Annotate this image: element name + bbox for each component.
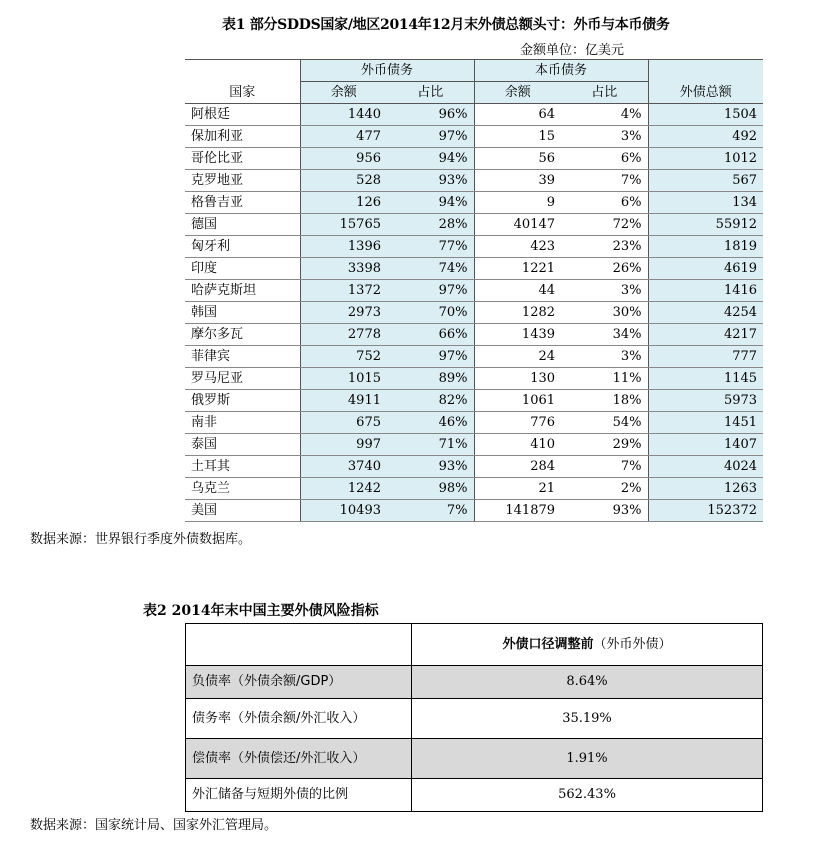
cell-local-balance: 423	[474, 236, 561, 258]
cell-local-share: 6%	[561, 148, 648, 170]
cell-local-share: 6%	[561, 192, 648, 214]
cell-local-share: 4%	[561, 104, 648, 126]
cell-foreign-share: 97%	[387, 126, 474, 148]
table-row	[185, 434, 763, 456]
cell-foreign-balance: 15765	[300, 214, 387, 236]
cell-local-balance: 21	[474, 478, 561, 500]
table-row	[185, 456, 763, 478]
header-total-debt: 外债总额	[648, 60, 763, 104]
table-row	[185, 192, 763, 214]
cell-local-share: 30%	[561, 302, 648, 324]
header-local-share: 占比	[561, 82, 648, 104]
cell-foreign-balance: 4911	[300, 390, 387, 412]
cell-total-debt: 777	[648, 346, 763, 368]
table-row	[185, 214, 763, 236]
indicator-label: 负债率（外债余额/GDP）	[186, 666, 412, 699]
table2-title: 表2 2014年末中国主要外债风险指标	[143, 603, 379, 619]
cell-country: 菲律宾	[185, 346, 300, 368]
cell-country: 克罗地亚	[185, 170, 300, 192]
table1-source-note: 数据来源：世界银行季度外债数据库。	[30, 532, 252, 547]
indicator-label: 债务率（外债余额/外汇收入）	[186, 699, 412, 739]
cell-local-share: 29%	[561, 434, 648, 456]
cell-country: 匈牙利	[185, 236, 300, 258]
table2-header-blank	[186, 624, 412, 666]
cell-local-balance: 64	[474, 104, 561, 126]
cell-local-share: 54%	[561, 412, 648, 434]
cell-local-balance: 130	[474, 368, 561, 390]
cell-country: 德国	[185, 214, 300, 236]
cell-local-share: 3%	[561, 346, 648, 368]
cell-local-share: 26%	[561, 258, 648, 280]
external-debt-table	[185, 59, 763, 522]
table-row	[186, 739, 763, 779]
table-row	[185, 346, 763, 368]
cell-local-balance: 44	[474, 280, 561, 302]
cell-foreign-share: 71%	[387, 434, 474, 456]
risk-indicator-table	[185, 623, 763, 812]
cell-country: 乌克兰	[185, 478, 300, 500]
cell-foreign-balance: 528	[300, 170, 387, 192]
cell-foreign-share: 74%	[387, 258, 474, 280]
header-country: 国家	[185, 60, 300, 104]
cell-foreign-share: 94%	[387, 192, 474, 214]
cell-local-balance: 1282	[474, 302, 561, 324]
cell-country: 罗马尼亚	[185, 368, 300, 390]
cell-local-share: 3%	[561, 280, 648, 302]
cell-foreign-share: 28%	[387, 214, 474, 236]
table-row	[186, 666, 763, 699]
table-row	[185, 148, 763, 170]
table-row	[185, 500, 763, 522]
cell-local-share: 11%	[561, 368, 648, 390]
cell-foreign-balance: 1440	[300, 104, 387, 126]
table1-unit: 金额单位：亿美元	[520, 43, 625, 58]
cell-local-balance: 15	[474, 126, 561, 148]
cell-total-debt: 1504	[648, 104, 763, 126]
table2-source-note: 数据来源：国家统计局、国家外汇管理局。	[30, 818, 278, 833]
cell-total-debt: 4217	[648, 324, 763, 346]
cell-foreign-balance: 10493	[300, 500, 387, 522]
cell-total-debt: 1263	[648, 478, 763, 500]
cell-country: 哥伦比亚	[185, 148, 300, 170]
cell-local-balance: 40147	[474, 214, 561, 236]
cell-total-debt: 4619	[648, 258, 763, 280]
cell-country: 韩国	[185, 302, 300, 324]
cell-country: 哈萨克斯坦	[185, 280, 300, 302]
cell-country: 印度	[185, 258, 300, 280]
cell-foreign-share: 93%	[387, 170, 474, 192]
header-foreign-debt: 外币债务	[300, 60, 474, 82]
cell-country: 摩尔多瓦	[185, 324, 300, 346]
cell-foreign-balance: 997	[300, 434, 387, 456]
cell-country: 保加利亚	[185, 126, 300, 148]
cell-foreign-balance: 675	[300, 412, 387, 434]
table-row	[185, 258, 763, 280]
cell-local-balance: 24	[474, 346, 561, 368]
table-row	[185, 104, 763, 126]
cell-foreign-share: 70%	[387, 302, 474, 324]
table1-header-row-1	[185, 60, 763, 82]
cell-local-share: 7%	[561, 456, 648, 478]
cell-total-debt: 134	[648, 192, 763, 214]
cell-foreign-balance: 1372	[300, 280, 387, 302]
table-row	[185, 302, 763, 324]
cell-total-debt: 4024	[648, 456, 763, 478]
cell-local-share: 3%	[561, 126, 648, 148]
cell-local-balance: 1439	[474, 324, 561, 346]
indicator-label: 偿债率（外债偿还/外汇收入）	[186, 739, 412, 779]
cell-local-share: 34%	[561, 324, 648, 346]
cell-local-share: 93%	[561, 500, 648, 522]
cell-foreign-share: 89%	[387, 368, 474, 390]
cell-foreign-share: 77%	[387, 236, 474, 258]
cell-foreign-balance: 2778	[300, 324, 387, 346]
cell-foreign-share: 94%	[387, 148, 474, 170]
table-row	[185, 170, 763, 192]
table2-header-sub: （外币外债）	[593, 636, 672, 652]
cell-total-debt: 5973	[648, 390, 763, 412]
cell-total-debt: 152372	[648, 500, 763, 522]
table-row	[185, 368, 763, 390]
cell-foreign-share: 98%	[387, 478, 474, 500]
cell-total-debt: 1416	[648, 280, 763, 302]
cell-local-balance: 56	[474, 148, 561, 170]
cell-total-debt: 4254	[648, 302, 763, 324]
cell-local-balance: 141879	[474, 500, 561, 522]
cell-local-share: 7%	[561, 170, 648, 192]
indicator-value: 1.91%	[412, 739, 763, 779]
cell-foreign-balance: 1396	[300, 236, 387, 258]
cell-total-debt: 55912	[648, 214, 763, 236]
table2-header-main: 外债口径调整前	[502, 636, 594, 652]
header-foreign-share: 占比	[387, 82, 474, 104]
indicator-value: 562.43%	[412, 779, 763, 812]
table-row	[186, 699, 763, 739]
cell-local-balance: 776	[474, 412, 561, 434]
cell-foreign-share: 82%	[387, 390, 474, 412]
cell-local-balance: 410	[474, 434, 561, 456]
indicator-value: 35.19%	[412, 699, 763, 739]
cell-total-debt: 1407	[648, 434, 763, 456]
table-row	[185, 126, 763, 148]
cell-foreign-share: 46%	[387, 412, 474, 434]
indicator-value: 8.64%	[412, 666, 763, 699]
cell-country: 俄罗斯	[185, 390, 300, 412]
cell-country: 阿根廷	[185, 104, 300, 126]
table-row	[185, 390, 763, 412]
cell-foreign-balance: 3740	[300, 456, 387, 478]
cell-local-balance: 1221	[474, 258, 561, 280]
cell-local-share: 18%	[561, 390, 648, 412]
table-row	[185, 236, 763, 258]
table-row	[185, 280, 763, 302]
cell-local-balance: 284	[474, 456, 561, 478]
cell-country: 土耳其	[185, 456, 300, 478]
table-row	[186, 779, 763, 812]
header-local-debt: 本币债务	[474, 60, 648, 82]
cell-local-share: 23%	[561, 236, 648, 258]
cell-local-balance: 1061	[474, 390, 561, 412]
table2-header	[412, 624, 763, 666]
cell-foreign-balance: 752	[300, 346, 387, 368]
cell-local-balance: 39	[474, 170, 561, 192]
cell-total-debt: 567	[648, 170, 763, 192]
cell-foreign-balance: 1242	[300, 478, 387, 500]
indicator-label: 外汇储备与短期外债的比例	[186, 779, 412, 812]
cell-total-debt: 492	[648, 126, 763, 148]
cell-local-balance: 9	[474, 192, 561, 214]
cell-total-debt: 1012	[648, 148, 763, 170]
header-local-balance: 余额	[474, 82, 561, 104]
table-row	[185, 412, 763, 434]
cell-total-debt: 1451	[648, 412, 763, 434]
cell-total-debt: 1145	[648, 368, 763, 390]
cell-country: 南非	[185, 412, 300, 434]
cell-foreign-share: 96%	[387, 104, 474, 126]
cell-country: 泰国	[185, 434, 300, 456]
cell-local-share: 2%	[561, 478, 648, 500]
cell-country: 格鲁吉亚	[185, 192, 300, 214]
table1-title: 表1 部分SDDS国家/地区2014年12月末外债总额头寸：外币与本币债务	[222, 17, 670, 33]
table-row	[185, 478, 763, 500]
cell-foreign-share: 66%	[387, 324, 474, 346]
cell-local-share: 72%	[561, 214, 648, 236]
header-foreign-balance: 余额	[300, 82, 387, 104]
cell-foreign-balance: 477	[300, 126, 387, 148]
table-row	[185, 324, 763, 346]
cell-country: 美国	[185, 500, 300, 522]
cell-foreign-balance: 3398	[300, 258, 387, 280]
cell-foreign-share: 97%	[387, 346, 474, 368]
cell-foreign-share: 7%	[387, 500, 474, 522]
cell-foreign-balance: 126	[300, 192, 387, 214]
cell-foreign-balance: 1015	[300, 368, 387, 390]
table2-header-row	[186, 624, 763, 666]
cell-foreign-share: 93%	[387, 456, 474, 478]
cell-foreign-balance: 956	[300, 148, 387, 170]
cell-total-debt: 1819	[648, 236, 763, 258]
cell-foreign-share: 97%	[387, 280, 474, 302]
cell-foreign-balance: 2973	[300, 302, 387, 324]
